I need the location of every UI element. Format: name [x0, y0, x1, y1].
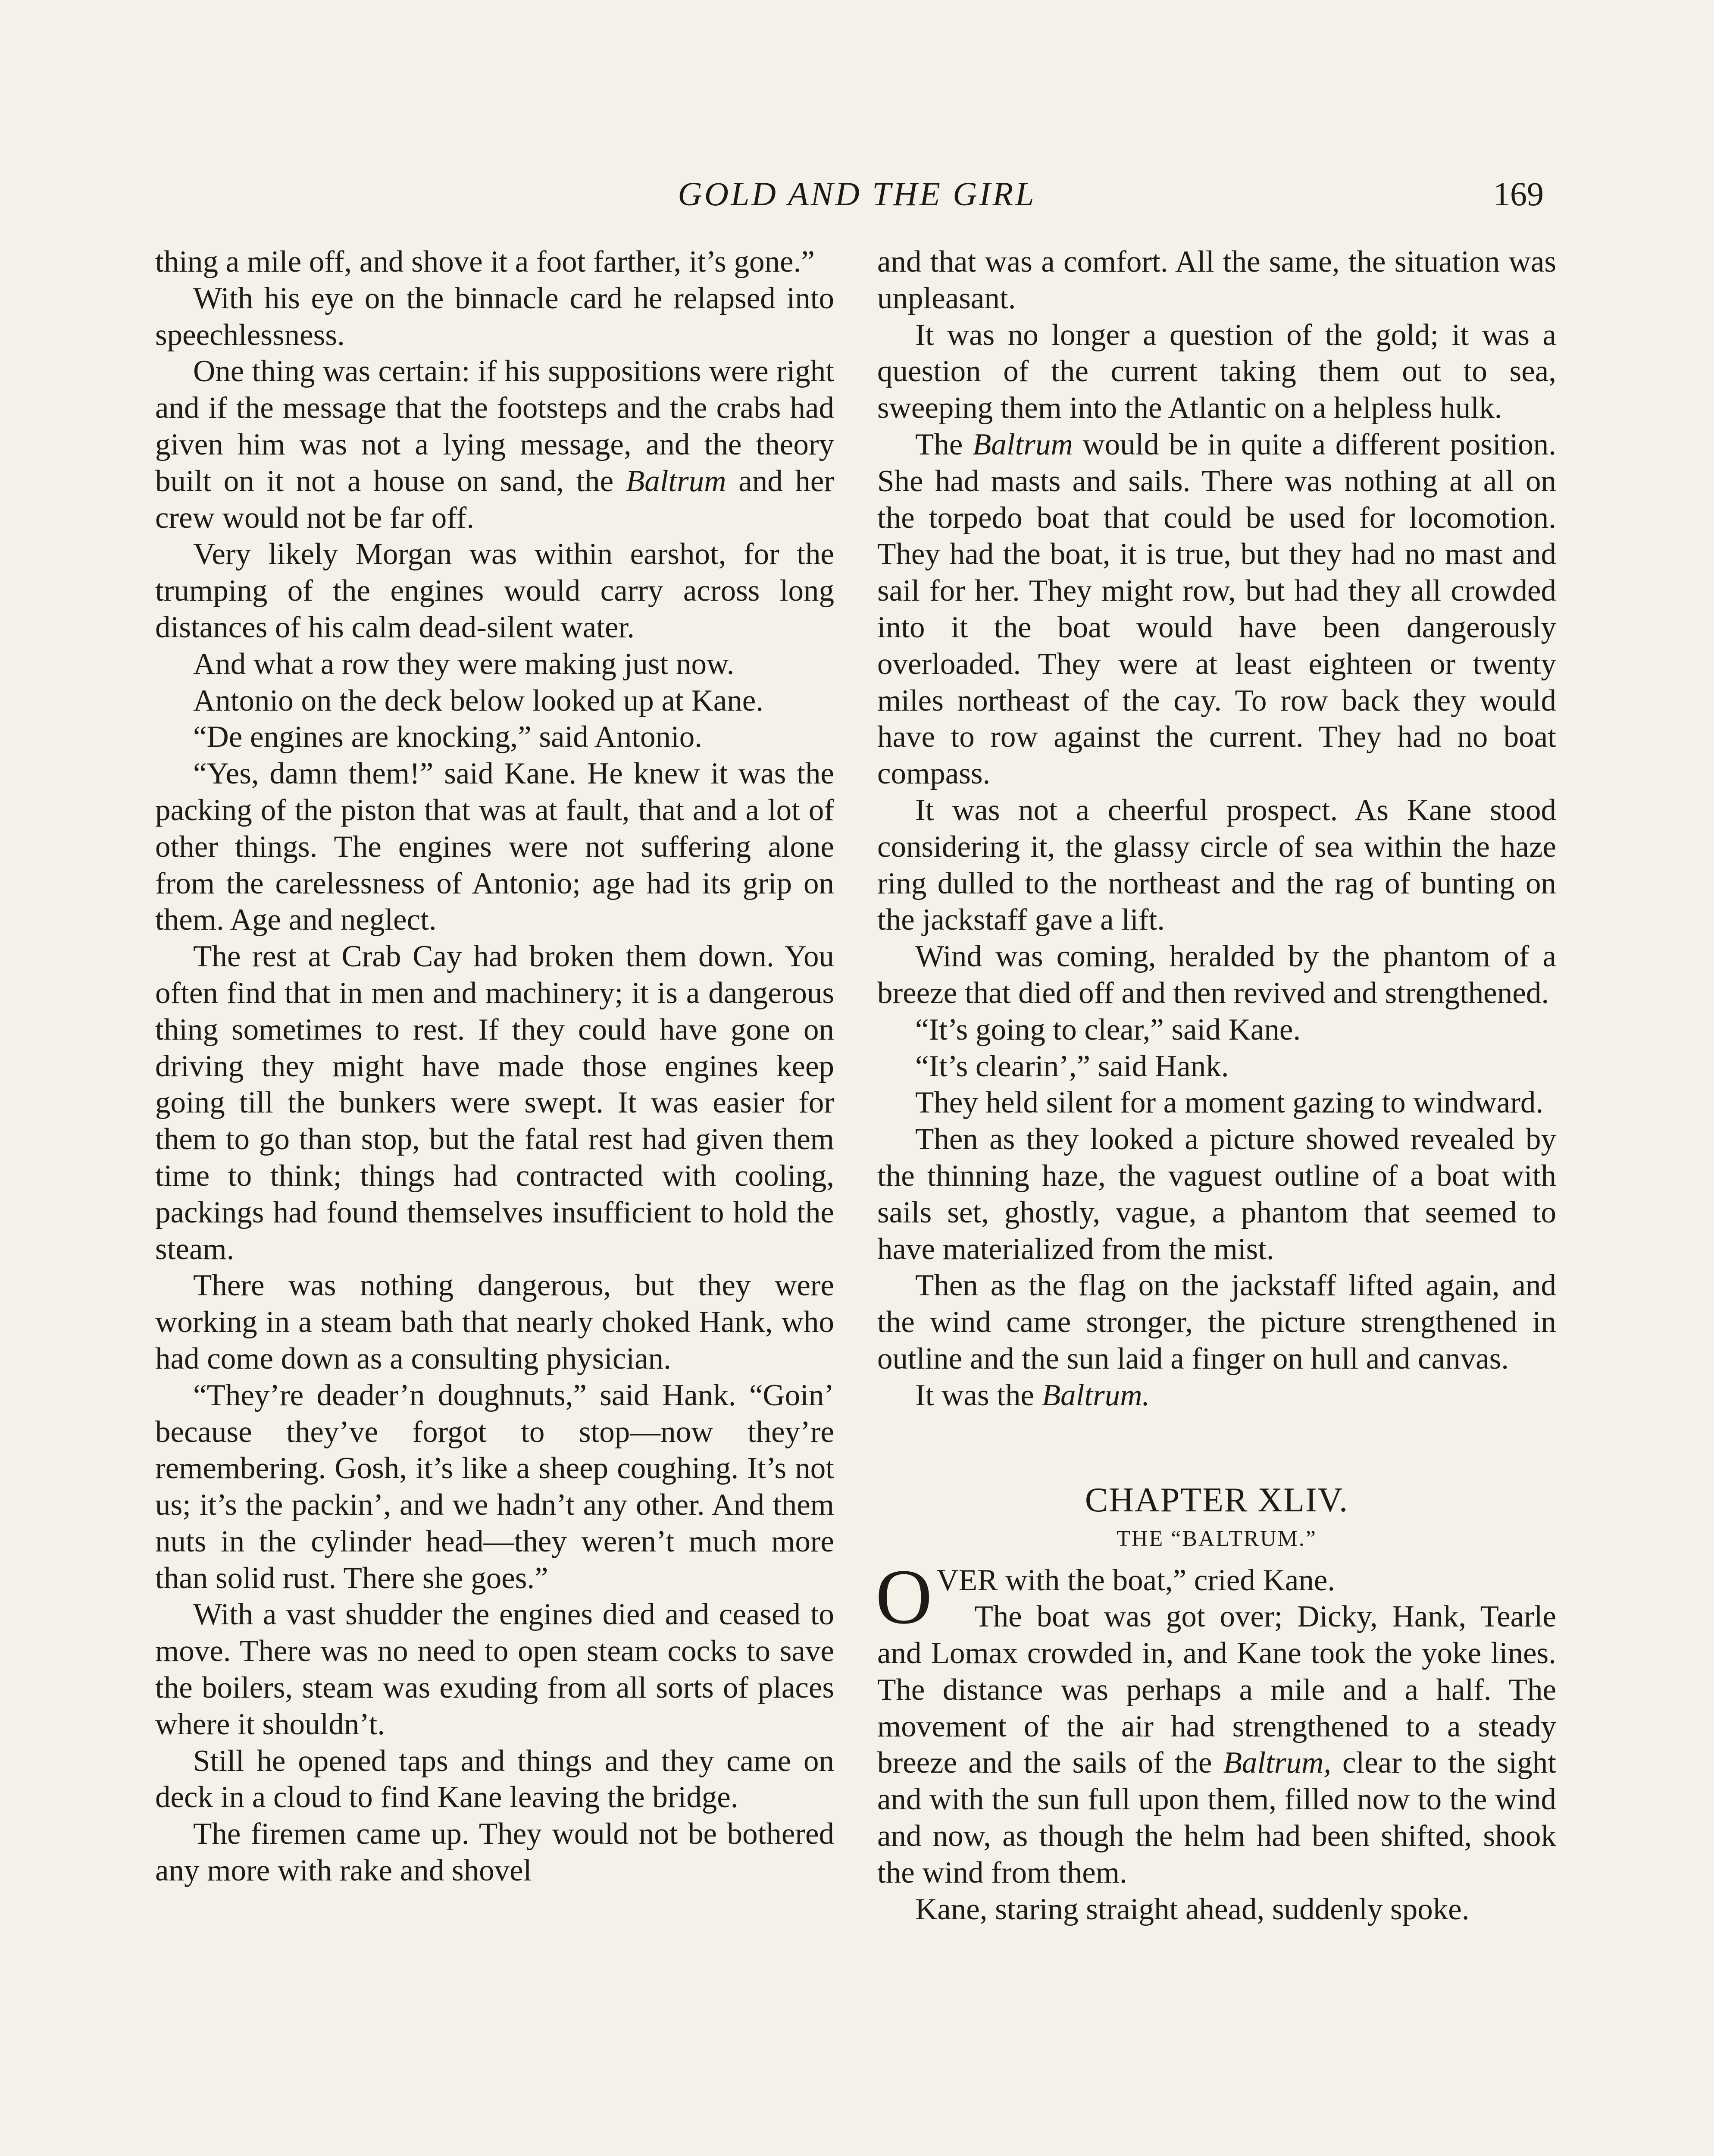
- paragraph: “Yes, damn them!” said Kane. He knew it was the packing of the piston that was at fault, that and a lot of other things. The engines were not suffering alone from the carelessness of Antonio; age had its grip on them. Age and neglect.: [155, 757, 834, 937]
- page-number: 169: [1493, 175, 1544, 213]
- paragraph: Still he opened taps and things and they came on deck in a cloud to find Kane leaving the bridge.: [155, 1744, 834, 1814]
- paragraph: It was not a cheerful prospect. As Kane stood considering it, the glassy circle of sea within the haze ring dulled to the northeast and the rag of bunting on the jackstaff gave a lift.: [877, 793, 1556, 937]
- right-column: [877, 244, 1556, 1927]
- paragraph: The firemen came up. They would not be bothered any more with rake and shovel: [155, 1817, 834, 1888]
- paragraph: Very likely Morgan was within earshot, for the trumping of the engines would carry across long distances of his calm dead-silent water.: [155, 537, 834, 644]
- paragraph: [877, 1377, 1556, 1414]
- paragraph: “They’re deader’n doughnuts,” said Hank. “Goin’ because they’ve forgot to stop—now they’re remembering. Gosh, it’s like a sheep coughing. It’s not us; it’s the packin’, and we hadn’t any other. And them nuts in the cylinder head—they weren’t much more than solid rust. There she goes.”: [155, 1378, 834, 1595]
- ship-name: Baltrum,: [1223, 1746, 1332, 1780]
- paragraph: Antonio on the deck below looked up at Kane.: [193, 683, 764, 718]
- paragraph-text: The boat was got over; Dicky, Hank, Tearle and Lomax crowded in, and Kane took the yoke lines. The distance was perhaps a mile and a half. The movement of the air had strengthened to a steady breeze and the sails of the: [877, 1600, 1556, 1780]
- paragraph-text: would be in quite a different position. She had masts and sails. There was nothing at all on the torpedo boat that could be used for locomotion. They had the boat, it is true, but they had no mast and sail for her. They might row, but had they all crowded into it the boat would have been dangerously overloaded. They were at least eighteen or twenty miles northeast of the cay. To row back they would have to row against the current. They had no boat compass.: [877, 427, 1557, 791]
- drop-cap: O: [876, 1553, 932, 1640]
- chapter-subtitle: THE “BALTRUM.”: [1117, 1526, 1317, 1551]
- paragraph-text: VER with the boat,” cried Kane.: [936, 1563, 1336, 1597]
- paragraph: [877, 426, 1556, 792]
- paragraph: thing a mile off, and shove it a foot farther, it’s gone.”: [155, 245, 815, 279]
- chapter-opening-paragraph: [876, 1553, 1556, 1640]
- paragraph: It was no longer a question of the gold; it was a question of the current taking them out to sea, sweeping them into the Atlantic on a helpless hulk.: [877, 318, 1556, 425]
- paragraph: and that was a comfort. All the same, the situation was unpleasant.: [877, 245, 1556, 315]
- paragraph: Kane, staring straight ahead, suddenly spoke.: [915, 1892, 1470, 1926]
- paragraph: The rest at Crab Cay had broken them down. You often find that in men and machinery; it is a dangerous thing sometimes to rest. If they could have gone on driving they might have made those engines keep going till the bunkers were swept. It was easier for them to go than stop, but the fatal rest had given them time to think; things had contracted with cooling, packings had found themselves insufficient to hold the steam.: [155, 940, 834, 1266]
- paragraph: With his eye on the binnacle card he relapsed into speechlessness.: [155, 281, 834, 352]
- paragraph-text: It was the: [915, 1378, 1042, 1412]
- left-column: [155, 244, 834, 1889]
- paragraph: [877, 1598, 1556, 1891]
- paragraph: Then as they looked a picture showed revealed by the thinning haze, the vaguest outline of a boat with sails set, ghostly, vague, a phantom that seemed to have materialized from the mist.: [877, 1122, 1556, 1266]
- paragraph: [155, 353, 834, 536]
- paragraph-text: The: [915, 427, 973, 461]
- paragraph: And what a row they were making just now.: [193, 647, 735, 681]
- paragraph: “It’s clearin’,” said Hank.: [915, 1049, 1229, 1083]
- ship-name: Baltrum.: [1042, 1378, 1150, 1412]
- paragraph-text: One thing was certain: if his suppositions were right and if the message that the footsteps and the crabs had given him was not a lying message, and the theory built on it not a house on sand, the: [155, 354, 834, 498]
- chapter-heading: [877, 1479, 1556, 1556]
- paragraph-text: clear to the sight and with the sun full upon them, filled now to the wind and now, as though the helm had been shifted, shook the wind from them.: [877, 1746, 1556, 1890]
- paragraph: “It’s going to clear,” said Kane.: [915, 1012, 1301, 1047]
- paragraph-text: and her crew would not be far off.: [155, 464, 834, 535]
- paragraph: They held silent for a moment gazing to windward.: [915, 1086, 1544, 1120]
- ship-name: Baltrum: [626, 464, 726, 498]
- running-title: GOLD AND THE GIRL: [678, 175, 1036, 213]
- paragraph: There was nothing dangerous, but they were working in a steam bath that nearly choked Hank, who had come down as a consulting physician.: [155, 1269, 834, 1376]
- paragraph: With a vast shudder the engines died and ceased to move. There was no need to open steam cocks to save the boilers, steam was exuding from all sorts of places where it shouldn’t.: [155, 1598, 834, 1741]
- paragraph: Then as the flag on the jackstaff lifted again, and the wind came stronger, the picture strengthened in outline and the sun laid a finger on hull and canvas.: [877, 1269, 1556, 1376]
- paragraph: “De engines are knocking,” said Antonio.: [193, 720, 703, 754]
- paragraph: Wind was coming, heralded by the phantom of a breeze that died off and then revived and strengthened.: [877, 940, 1556, 1010]
- chapter-title: CHAPTER XLIV.: [1085, 1481, 1349, 1519]
- ship-name: Baltrum: [973, 427, 1073, 461]
